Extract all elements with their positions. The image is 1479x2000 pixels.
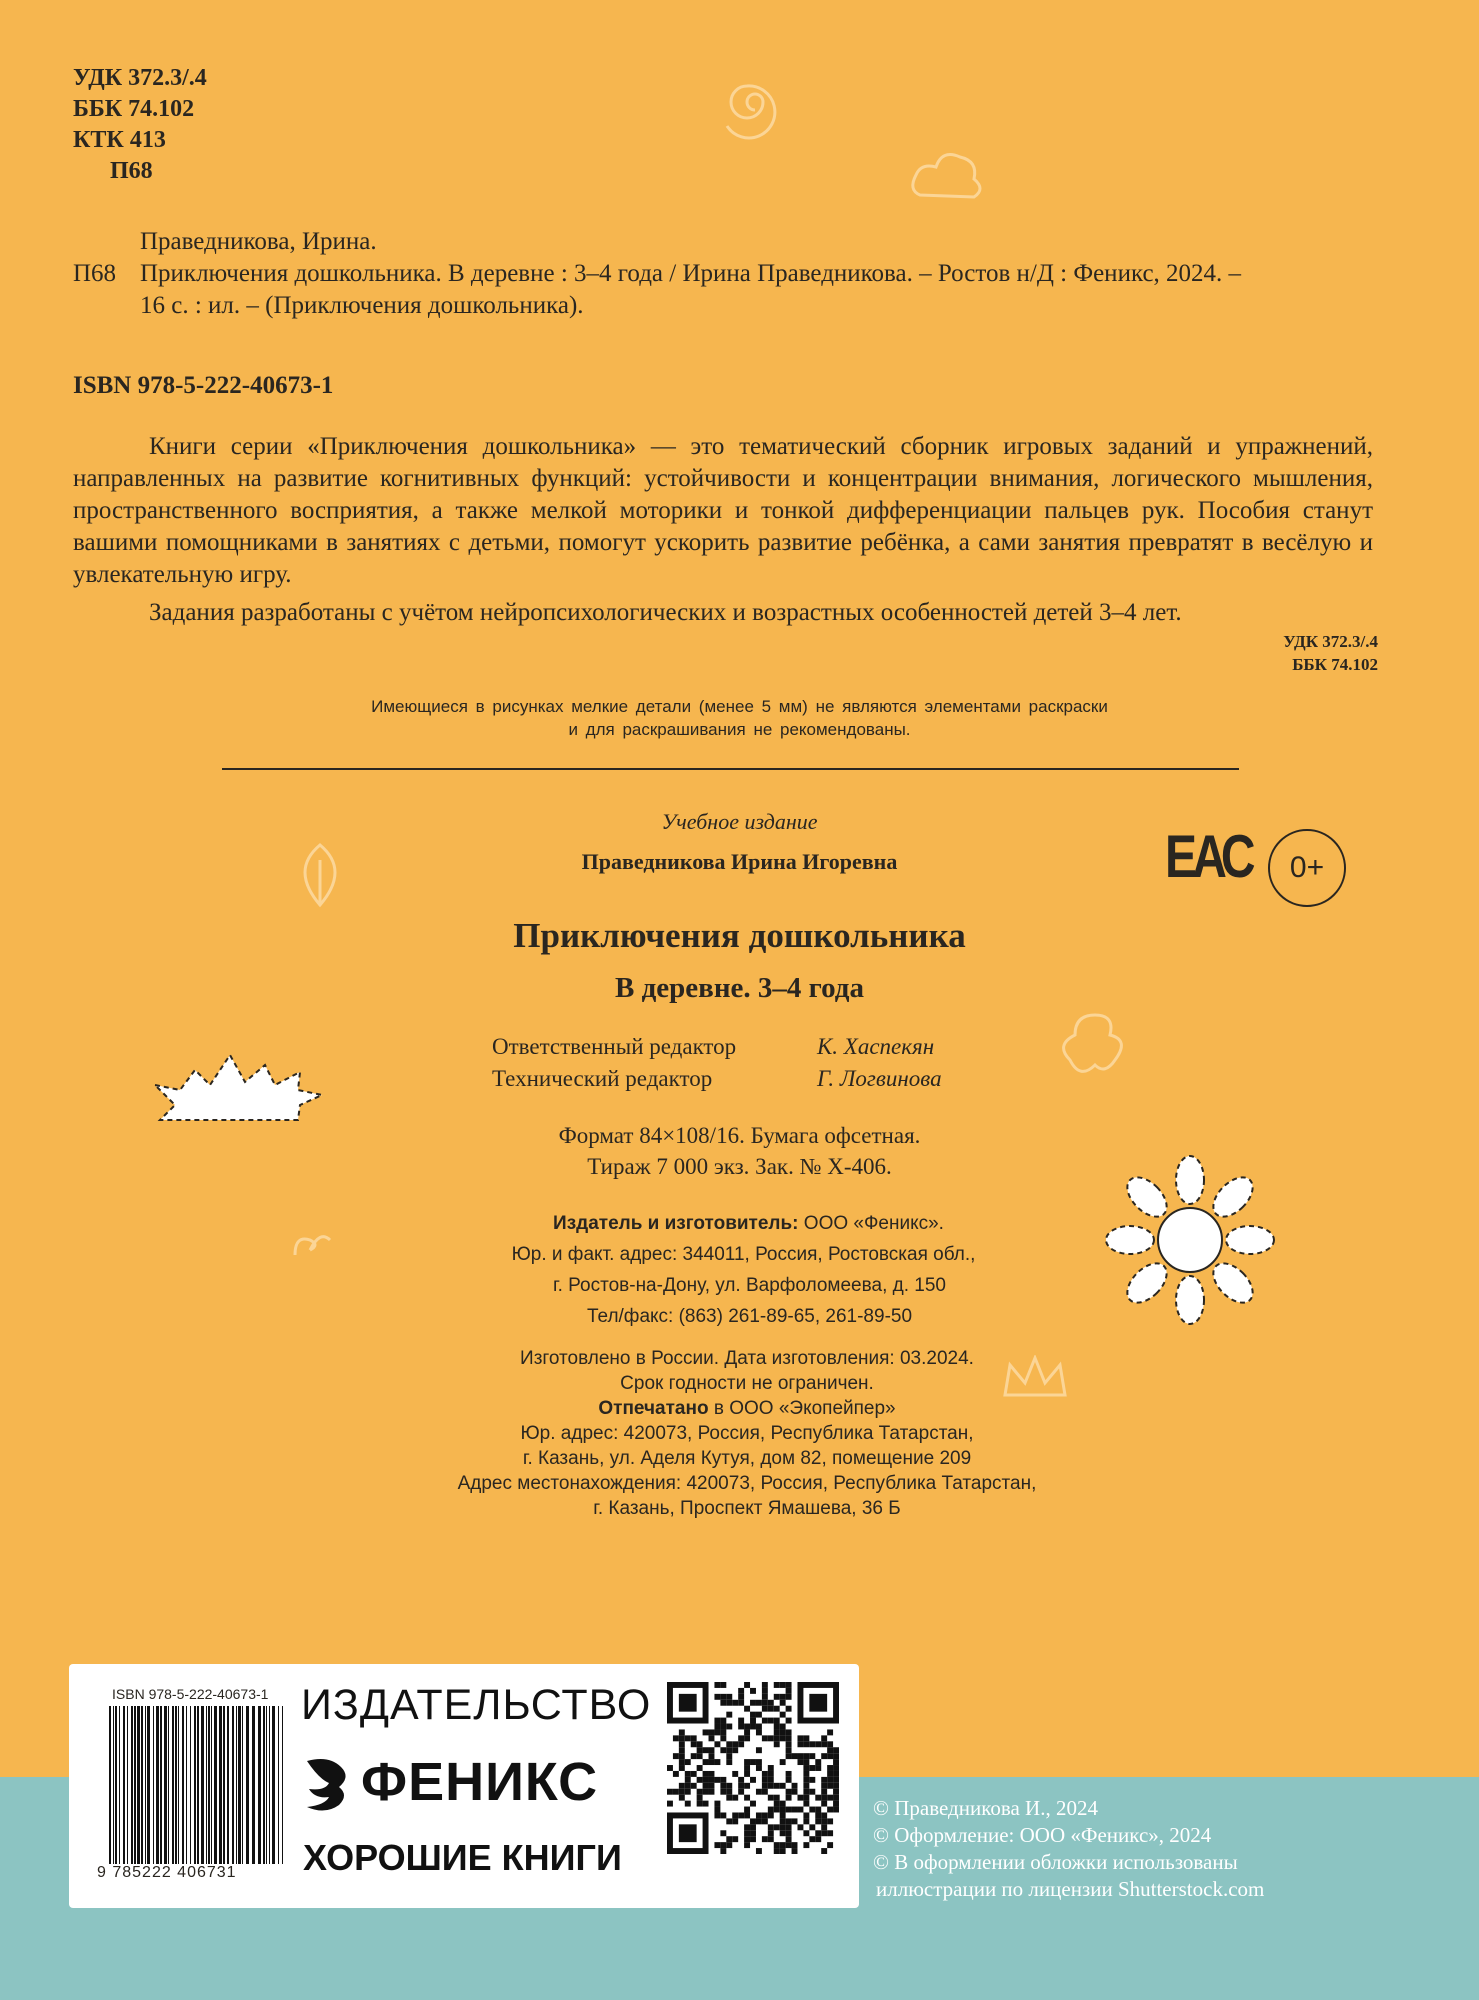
age-rating-badge [1268,829,1346,907]
editor-role: Технический редактор [492,1066,713,1091]
barcode-isbn: ISBN 978-5-222-40673-1 [112,1686,269,1702]
bibliographic-record [73,226,1241,322]
copyright-block [873,1795,1264,1903]
editors [492,1031,942,1095]
age-rating-label: 0+ [1289,851,1325,884]
eac-mark: ЕАС [1165,823,1251,890]
ktk-code: КТК 413 [73,127,166,153]
publisher-block [0,1208,1479,1332]
format-line: Формат 84×108/16. Бумага офсетная. [558,1123,921,1148]
qr-code-icon [667,1682,839,1854]
udk-right-block [1180,630,1378,676]
author-sign: П68 [110,158,153,184]
manufacture-made: Изготовлено в России. Дата изготовления: 03.2024. [520,1348,974,1369]
editor-name: К. Хаспекян [817,1034,935,1059]
print-run: Тираж 7 000 экз. Зак. № Х-406. [587,1154,892,1179]
copyright-line: иллюстрации по лицензии Shutterstock.com [876,1877,1265,1901]
biblio-line1: Приключения дошкольника. В деревне : 3–4 года / Ирина Праведникова. – Ростов н/Д : Феникс, 2024. – [140,260,1242,287]
printer-address: Адрес местонахождения: 420073, Россия, Республика Татарстан, [457,1473,1037,1494]
copyright-line: © В оформлении обложки использованы [873,1850,1238,1874]
swirl-decoration-icon [700,60,810,160]
copyright-line: © Оформление: ООО «Феникс», 2024 [873,1823,1212,1847]
publisher-name: ООО «Феникс». [798,1213,944,1234]
printer-address: г. Казань, ул. Аделя Кутуя, дом 82, помещение 209 [522,1448,972,1469]
udk-code-small: УДК 372.3/.4 [1283,632,1378,651]
publisher-address: г. Ростов-на-Дону, ул. Варфоломеева, д. 150 [553,1275,946,1296]
description-paragraph: Книги серии «Приключения дошкольника» — это тематический сборник игровых заданий и упражнений, направленных на развитие когнитивных функций: устойчивости и концентрации внимания, логического мышления, пространственного восприятия, а также мелкой моторики и тонкой дифференциации пальцев рук. Пособия станут вашими помощниками в занятиях с детьми, помогут ускорить развитие ребёнка, а сами занятия превратят в весёлую и увлекательную игру. [73,433,1373,588]
warning-line: Имеющиеся в рисунках мелкие детали (менее 5 мм) не являются элементами раскраски [371,697,1108,716]
biblio-line2: 16 с. : ил. – (Приключения дошкольника). [140,292,584,319]
isbn: ISBN 978-5-222-40673-1 [73,372,334,399]
printer-name: в ООО «Экопейпер» [708,1398,896,1419]
shelf-life: Срок годности не ограничен. [620,1373,874,1394]
publisher-brand-name: ФЕНИКС [361,1752,599,1812]
manufacture-block [0,1346,1479,1521]
udk-block [73,63,207,187]
editor-name: Г. Логвинова [817,1066,942,1091]
bbk-code-small: ББК 74.102 [1292,655,1378,674]
biblio-author: Праведникова, Ирина. [140,228,377,255]
biblio-code: П68 [73,260,117,287]
printed-label: Отпечатано [598,1398,709,1419]
bbk-code: ББК 74.102 [73,96,195,122]
book-title: Приключения дошкольника [513,916,966,955]
phoenix-icon [301,1753,355,1811]
description-paragraph: Задания разработаны с учётом нейропсихологических и возрастных особенностей детей 3–4 лет. [149,599,1182,626]
publisher-phone: Тел/факс: (863) 261-89-65, 261-89-50 [586,1306,913,1327]
divider [222,768,1239,770]
book-subtitle: В деревне. 3–4 года [615,972,864,1004]
author-full-name: Праведникова Ирина Игоревна [581,849,898,874]
barcode-digits: 9 785222 406731 [97,1864,237,1881]
editor-role: Ответственный редактор [492,1034,737,1059]
barcode-panel [69,1664,859,1908]
publisher-address: Юр. и факт. адрес: 344011, Россия, Ростовская обл., [511,1244,976,1265]
udk-code: УДК 372.3/.4 [73,65,207,91]
publisher-slogan: ХОРОШИЕ КНИГИ [303,1837,622,1878]
edition-type: Учебное издание [661,809,818,834]
copyright-line: © Праведникова И., 2024 [873,1796,1098,1820]
cloud-decoration-icon [905,140,995,210]
description [73,431,1373,629]
phoenix-logo [301,1751,598,1813]
flower-decoration-icon [1050,1000,1140,1090]
crown-cutout-icon [150,1050,330,1125]
printer-address: Юр. адрес: 420073, Россия, Республика Татарстан, [520,1423,974,1444]
warning-line: и для раскрашивания не рекомендованы. [568,720,911,739]
barcode-graphic [109,1706,285,1866]
publisher-label: Издатель и изготовитель: [553,1213,799,1234]
printer-address: г. Казань, Проспект Ямашева, 36 Б [593,1498,901,1519]
publisher-top-label: ИЗДАТЕЛЬСТВО [301,1681,652,1729]
